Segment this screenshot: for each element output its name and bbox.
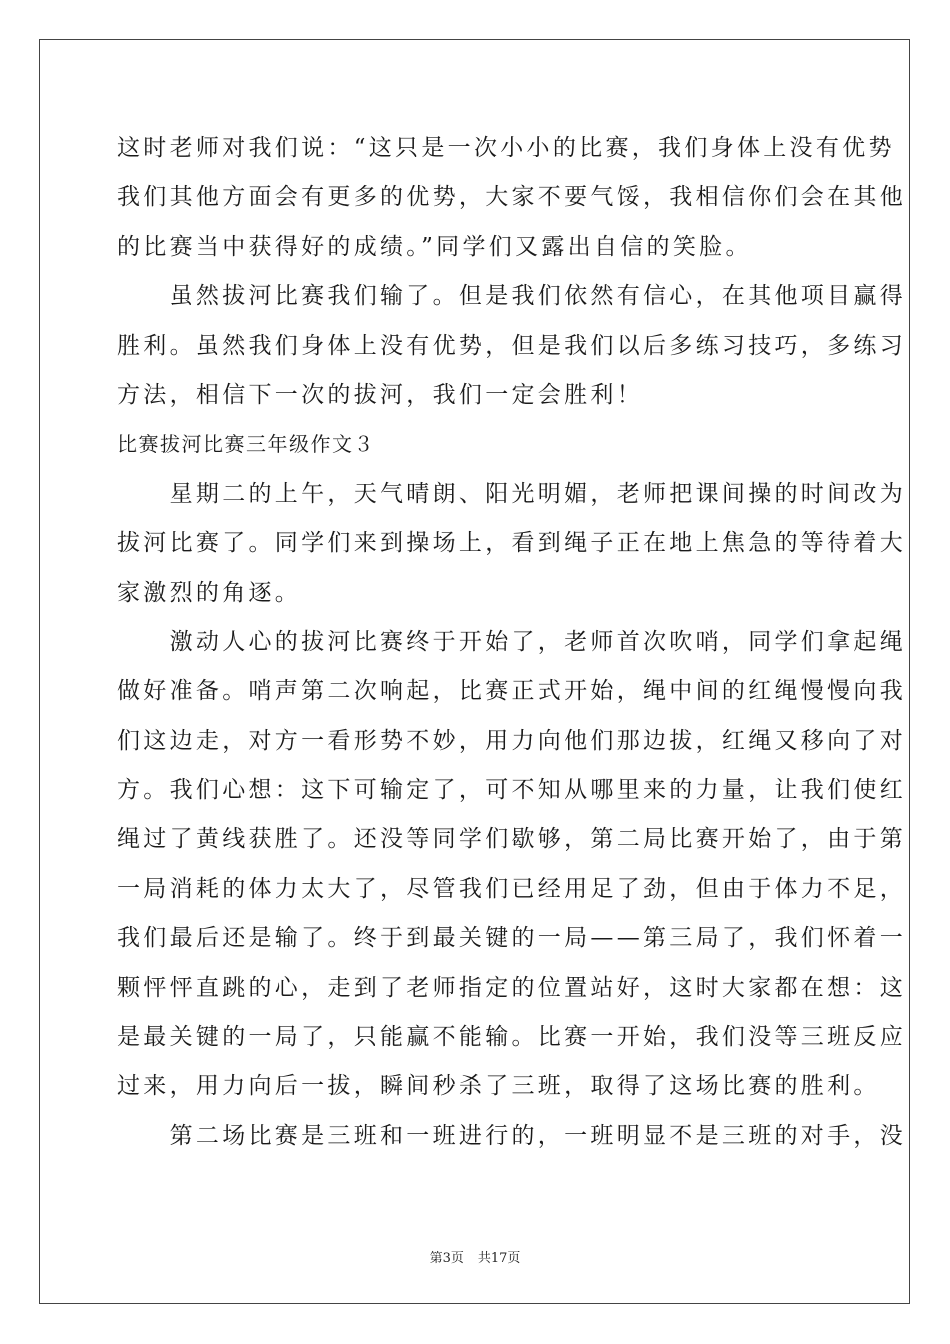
text-line: 过来，用力向后一拔，瞬间秒杀了三班，取得了这场比赛的胜利。 [117, 1073, 880, 1100]
document-body [117, 124, 906, 1161]
section-heading: 比赛拔河比赛三年级作文３ [117, 432, 375, 457]
text-line: 方。我们心想：这下可输定了，可不知从哪里来的力量，让我们使红 [117, 777, 906, 804]
text-line: 拔河比赛了。同学们来到操场上，看到绳子正在地上焦急的等待着大 [117, 530, 906, 557]
text-line: 是最关键的一局了，只能赢不能输。比赛一开始，我们没等三班反应 [117, 1024, 906, 1051]
text-line: 虽然拔河比赛我们输了。但是我们依然有信心，在其他项目赢得 [117, 283, 906, 310]
text-line: 的比赛当中获得好的成绩。”同学们又露出自信的笑脸。 [117, 233, 752, 260]
page-footer [0, 1247, 950, 1266]
page-number: 第3页 [429, 1251, 464, 1266]
text-line: 胜利。虽然我们身体上没有优势，但是我们以后多练习技巧，多练习 [117, 332, 906, 359]
text-line: 这时老师对我们说：“这只是一次小小的比赛，我们身体上没有优势 [117, 135, 895, 161]
text-line: 颗怦怦直跳的心，走到了老师指定的位置站好，这时大家都在想：这 [117, 974, 906, 1001]
text-line: 方法，相信下一次的拔河，我们一定会胜利！ [117, 381, 643, 408]
text-line: 我们最后还是输了。终于到最关键的一局——第三局了，我们怀着一 [117, 925, 906, 952]
text-line: 做好准备。哨声第二次响起，比赛正式开始，绳中间的红绳慢慢向我 [117, 678, 906, 705]
text-line: 激动人心的拔河比赛终于开始了，老师首次吹哨，同学们拿起绳 [117, 628, 906, 655]
text-line: 们这边走，对方一看形势不妙，用力向他们那边拔，红绳又移向了对 [117, 727, 906, 754]
text-line: 绳过了黄线获胜了。还没等同学们歇够，第二局比赛开始了，由于第 [117, 826, 906, 853]
text-line: 第二场比赛是三班和一班进行的，一班明显不是三班的对手，没 [117, 1122, 906, 1149]
page-total: 共17页 [477, 1251, 521, 1266]
text-line: 星期二的上午，天气晴朗、阳光明媚，老师把课间操的时间改为 [117, 480, 906, 507]
text-line: 家激烈的角逐。 [117, 579, 302, 606]
text-line: 我们其他方面会有更多的优势，大家不要气馁，我相信你们会在其他 [117, 184, 906, 211]
text-line: 一局消耗的体力太大了，尽管我们已经用足了劲，但由于体力不足， [117, 875, 906, 902]
